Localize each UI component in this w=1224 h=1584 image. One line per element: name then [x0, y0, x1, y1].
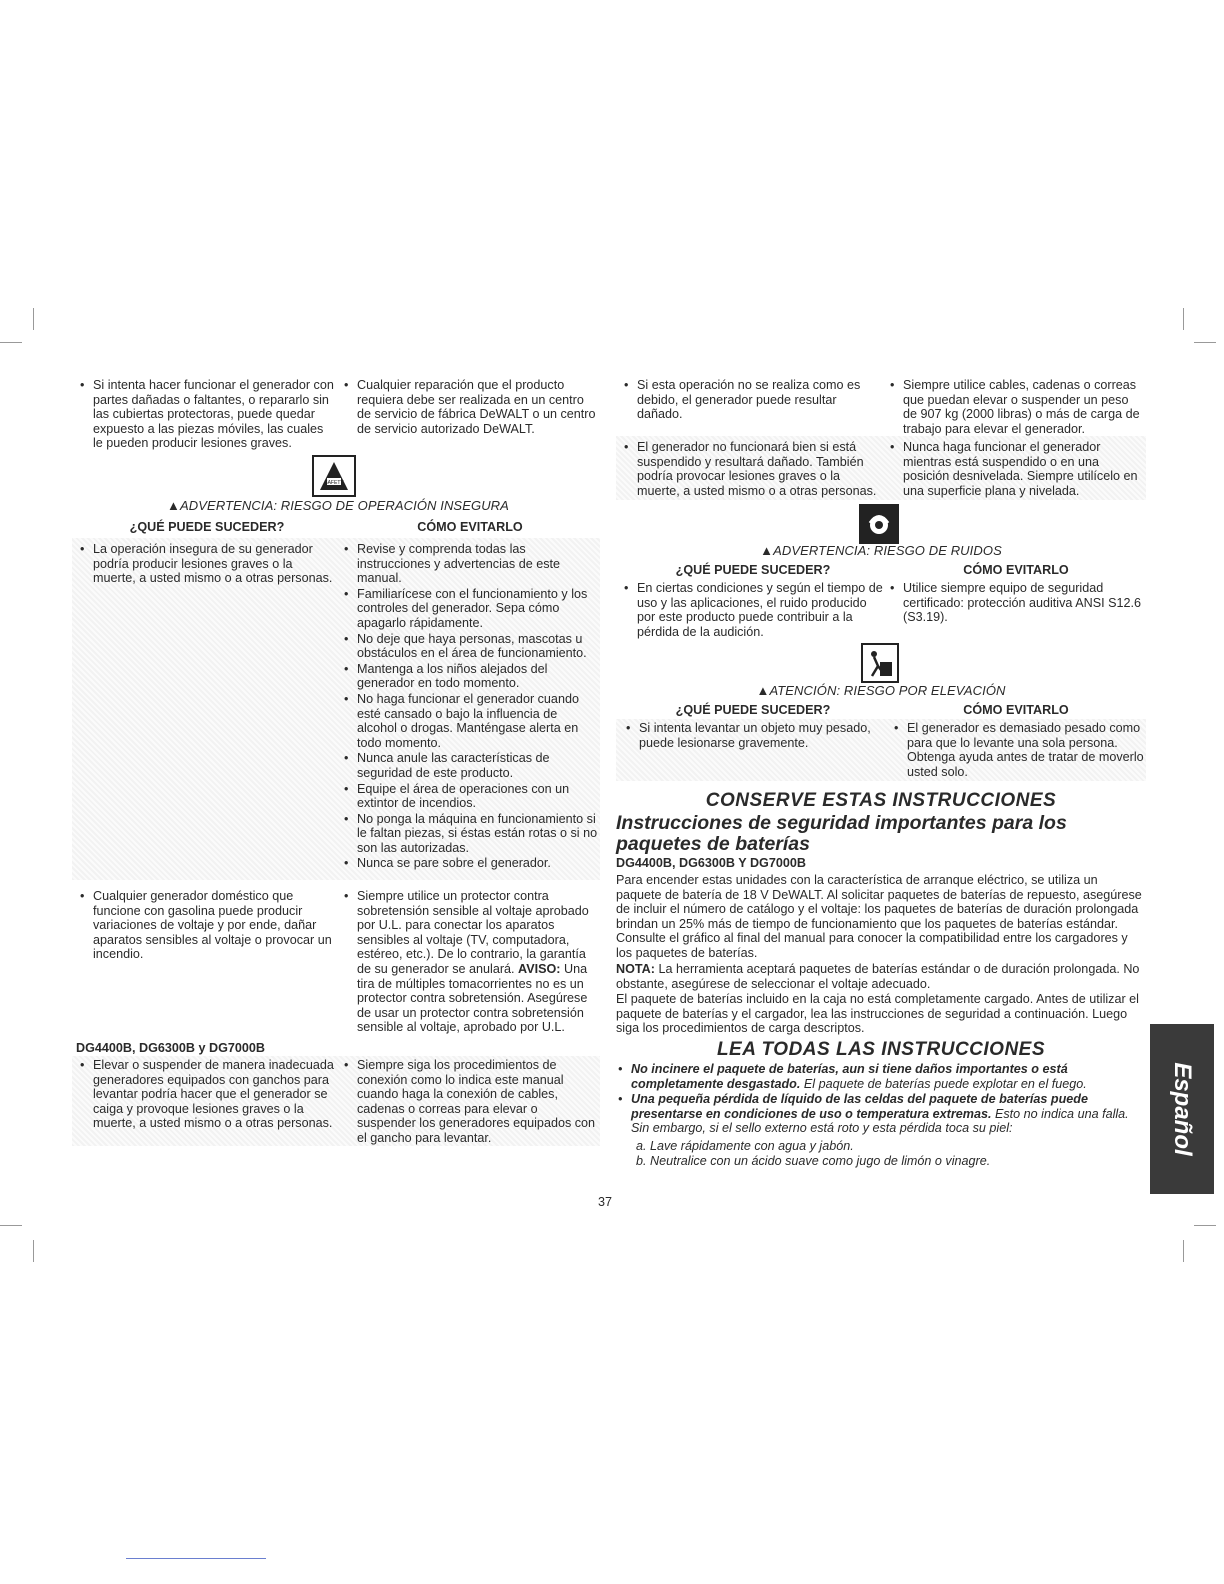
list-item: • No deje que haya personas, mascotas u obstáculos en el área de funcionamiento. — [342, 632, 598, 661]
list-item: • Siempre utilice cables, cadenas o correas que puedan elevar o suspender un peso de 907 kg (2000 libras) o más de carga de trabajo para elevar el generador. — [888, 378, 1144, 436]
caution-title-lifting: ▲ATENCIÓN: RIESGO POR ELEVACIÓN — [756, 683, 1006, 698]
crop-mark — [1183, 308, 1184, 330]
language-side-tab — [1150, 1024, 1214, 1194]
crop-mark — [1194, 342, 1216, 343]
list-item: • No incinere el paquete de baterías, aun si tiene daños importantes o está completamente desgastado. El paquete de baterías puede explotar en el fuego. — [616, 1062, 1146, 1091]
list-block3-how — [342, 1058, 598, 1147]
list-item: • Cualquier generador doméstico que funcione con gasolina puede producir variaciones de voltaje y por ende, dañar aparatos sensibles al voltaje o provocar un incendio. — [78, 889, 336, 962]
list-item: • Siempre siga los procedimientos de conexión como lo indica este manual cuando haga la conexión de cables, cadenas o correas para elevar o suspender los generadores equipados con el gancho para levantar. — [342, 1058, 598, 1146]
read-all-heading: LEA TODAS LAS INSTRUCCIONES — [716, 1039, 1046, 1060]
conserve-heading: CONSERVE ESTAS INSTRUCCIONES — [705, 790, 1057, 811]
list-item: • No ponga la máquina en funcionamiento si le faltan piezas, si éstas están rotas o si no son las autorizadas. — [342, 812, 598, 856]
crop-mark — [1194, 1225, 1216, 1226]
list-item: • Equipe el área de operaciones con un extintor de incendios. — [342, 782, 598, 811]
list-item: • Nunca se pare sobre el generador. — [342, 856, 598, 871]
svg-text:SAFETY: SAFETY — [324, 480, 344, 486]
list-block2-what — [78, 889, 336, 963]
crop-mark — [1183, 1240, 1184, 1262]
list-item: • Siempre utilice un protector contra sobretensión sensible al voltaje aprobado por U.L. para conectar los aparatos sensibles al voltaje (TV, computadora, estéreo, etc.). De lo contrario, la garantía de su generador se anulará. AVISO: Una tira de múltiples tomacorrientes no es un protector contra sobretensión. Asegúrese de usar un protector contra sobretensión sensible al voltaje, aprobado por U.L. — [342, 889, 598, 1035]
crop-mark — [0, 342, 22, 343]
list-item: • Utilice siempre equipo de seguridad certificado: protección auditiva ANSI S12.6 (S3.19). — [888, 581, 1144, 625]
battery-charge-paragraph: El paquete de baterías incluido en la caja no está completamente cargado. Antes de utilizar el paquete de baterías y el cargador, lea las instrucciones de seguridad a continuación. Luego siga los procedimientos de carga descriptos. — [616, 992, 1139, 1036]
models-label-left: DG4400B, DG6300B y DG7000B — [76, 1041, 266, 1055]
battery-intro-paragraph: Para encender estas unidades con la característica de arranque eléctrico, se utiliza un paquete de batería de 18 V DeWALT. Al solicitar paquetes de baterías de repuesto, asegúrese de incluir el número de catálogo y el voltaje: los paquetes de baterías de duración prolongada brindan un 25% más de tiempo de funcionamiento que los paquetes de baterías estándar. Consulte el gráfico al final del manual para conocer la compatibilidad entre los cargadores y los paquetes de baterías. — [616, 873, 1142, 960]
list-lift-how — [892, 721, 1144, 780]
list-noise-what — [622, 581, 884, 640]
battery-safety-heading: Instrucciones de seguridad importantes para los paquetes de baterías — [616, 812, 1067, 855]
list-block1-how — [342, 542, 598, 872]
crop-mark — [33, 308, 34, 330]
models-label-right: DG4400B, DG6300B Y DG7000B — [616, 856, 806, 870]
column-header-how: CÓMO EVITARLO — [963, 563, 1069, 577]
warning-triangle-icon: ▲ — [760, 543, 774, 558]
list-item: • Familiarícese con el funcionamiento y los controles del generador. Sepa cómo apagarlo rápidamente. — [342, 587, 598, 631]
list-block1-what — [78, 542, 336, 587]
list-noise-how — [888, 581, 1144, 626]
column-header-how: CÓMO EVITARLO — [963, 703, 1069, 717]
list-item: • Nunca anule las características de seguridad de este producto. — [342, 751, 598, 780]
list-item: • Mantenga a los niños alejados del generador en todo momento. — [342, 662, 598, 691]
list-top-right — [342, 378, 598, 437]
list-top-left — [78, 378, 336, 452]
list-item: • Si intenta levantar un objeto muy pesado, puede lesionarse gravemente. — [624, 721, 886, 750]
warning-triangle-icon: ▲ — [756, 683, 770, 698]
warning-title-noise: ▲ADVERTENCIA: RIESGO DE RUIDOS — [760, 543, 1002, 558]
warning-title-unsafe-operation: ▲ADVERTENCIA: RIESGO DE OPERACIÓN INSEGURA — [167, 498, 509, 513]
crop-mark — [33, 1240, 34, 1262]
list-item: • Cualquier reparación que el producto requiera debe ser realizada en un centro de servicio de fábrica DeWALT o un centro de servicio autorizado DeWALT. — [342, 378, 598, 436]
column-header-what: ¿QUÉ PUEDE SUCEDER? — [675, 703, 831, 717]
crop-mark — [0, 1225, 22, 1226]
column-header-what: ¿QUÉ PUEDE SUCEDER? — [675, 563, 831, 577]
list-item: • No haga funcionar el generador cuando esté cansado o bajo la influencia de alcohol o drogas. Manténgase alerta en todo momento. — [342, 692, 598, 750]
footer-rule — [126, 1558, 266, 1559]
list-item: • Si intenta hacer funcionar el generador con partes dañadas o faltantes, o repararlo sin las cubiertas protectoras, puede quedar expuesto a las piezas móviles, las cuales le pueden producir lesiones graves. — [78, 378, 336, 451]
list-right-top-how-1 — [888, 378, 1144, 437]
list-item: • Elevar o suspender de manera inadecuada generadores equipados con ganchos para levantar podría hacer que el generador se caiga y provoque lesiones graves o la muerte, a usted mismo o a otras personas. — [78, 1058, 336, 1131]
list-lift-what — [624, 721, 886, 751]
list-right-top-what-1 — [622, 378, 884, 423]
list-item: • El generador es demasiado pesado como para que lo levante una sola persona. Obtenga ayuda antes de tratar de moverlo usted solo. — [892, 721, 1144, 779]
side-tab-label: Español — [1169, 1062, 1196, 1156]
list-right-top-what-2 — [622, 440, 884, 499]
list-item: • El generador no funcionará bien si está suspendido y resultará dañado. También podría provocar lesiones graves o la muerte, a usted mismo o a otras personas. — [622, 440, 884, 498]
battery-warnings-list — [616, 1062, 1146, 1137]
list-item: • En ciertas condiciones y según el tiempo de uso y las aplicaciones, el ruido producido por este producto puede contribuir a la pérdida de la audición. — [622, 581, 884, 639]
list-item: • La operación insegura de su generador podría producir lesiones graves o la muerte, a usted mismo o a otras personas. — [78, 542, 336, 586]
heavy-lifting-icon — [861, 643, 899, 683]
nota-paragraph: NOTA: La herramienta aceptará paquetes de baterías estándar o de duración prolongada. No obstante, asegúrese de seleccionar el voltaje adecuado. — [616, 962, 1140, 991]
list-item: • Nunca haga funcionar el generador mientras está suspendido o en una posición desnivelada. Siempre utilícelo en una superficie plana y nivelada. — [888, 440, 1144, 498]
list-item: • Revise y comprenda todas las instrucciones y advertencias de este manual. — [342, 542, 598, 586]
list-block2-how — [342, 889, 598, 1036]
list-block3-what — [78, 1058, 336, 1132]
column-header-what: ¿QUÉ PUEDE SUCEDER? — [129, 520, 285, 534]
step-b: b. Neutralice con un ácido suave como jugo de limón o vinagre. — [636, 1154, 991, 1168]
list-item: • Una pequeña pérdida de líquido de las celdas del paquete de baterías puede presentarse en condiciones de uso o temperatura extremas. Esto no indica una falla. Sin embargo, si el sello externo está roto y esta pérdida toca su piel: — [616, 1092, 1146, 1136]
list-item: • Si esta operación no se realiza como es debido, el generador puede resultar dañado. — [622, 378, 884, 422]
safety-first-icon — [312, 455, 356, 497]
page-number: 37 — [597, 1195, 612, 1209]
warning-triangle-icon: ▲ — [167, 498, 181, 513]
column-header-how: CÓMO EVITARLO — [417, 520, 523, 534]
list-right-top-how-2 — [888, 440, 1144, 499]
step-a: a. Lave rápidamente con agua y jabón. — [636, 1139, 854, 1153]
hearing-protection-icon — [859, 504, 899, 544]
